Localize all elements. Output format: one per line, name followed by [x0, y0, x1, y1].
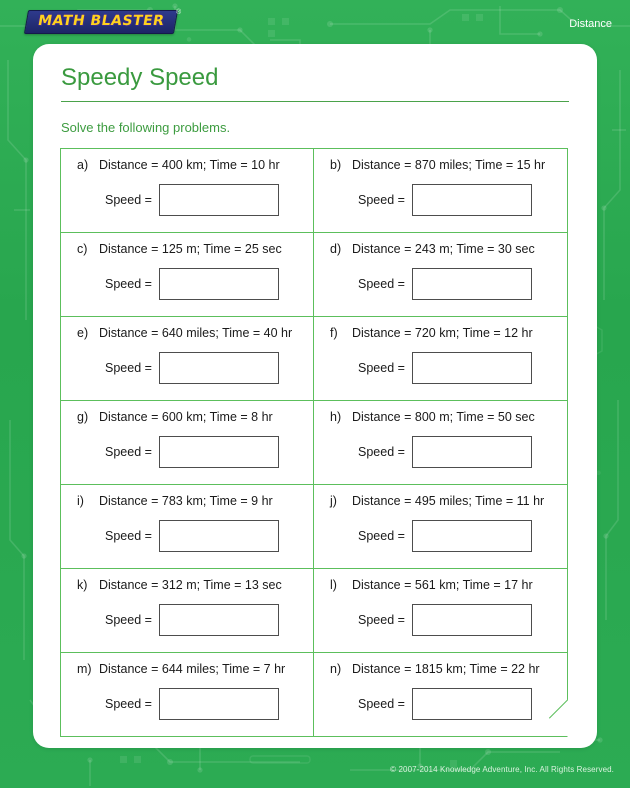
answer-input-e[interactable] — [159, 352, 279, 384]
speed-label: Speed = — [358, 193, 405, 207]
problem-cell-n — [314, 653, 567, 736]
problem-letter: b) — [330, 158, 342, 172]
answer-line — [314, 352, 567, 384]
problem-cell-e — [61, 317, 314, 400]
title-divider — [61, 101, 569, 102]
worksheet-card — [33, 44, 597, 748]
problem-statement — [61, 242, 313, 256]
speed-label: Speed = — [105, 193, 152, 207]
answer-input-m[interactable] — [159, 688, 279, 720]
speed-label: Speed = — [105, 445, 152, 459]
speed-label: Speed = — [358, 613, 405, 627]
problem-row — [61, 401, 567, 485]
answer-input-d[interactable] — [412, 268, 532, 300]
problem-letter: g) — [77, 410, 89, 424]
problem-row — [61, 149, 567, 233]
answer-line — [314, 688, 567, 720]
answer-line — [61, 520, 313, 552]
problem-text: Distance = 1815 km; Time = 22 hr — [352, 662, 540, 676]
page-title: Speedy Speed — [61, 64, 219, 91]
answer-input-a[interactable] — [159, 184, 279, 216]
answer-line — [314, 520, 567, 552]
problem-letter: i) — [77, 494, 84, 508]
speed-label: Speed = — [105, 613, 152, 627]
answer-input-k[interactable] — [159, 604, 279, 636]
problem-letter: h) — [330, 410, 342, 424]
speed-label: Speed = — [105, 277, 152, 291]
problem-row — [61, 485, 567, 569]
problem-letter: e) — [77, 326, 89, 340]
answer-line — [314, 604, 567, 636]
problem-statement — [61, 494, 313, 508]
speed-label: Speed = — [358, 361, 405, 375]
problem-letter: d) — [330, 242, 342, 256]
copyright-footer: © 2007-2014 Knowledge Adventure, Inc. All Rights Reserved. — [390, 765, 614, 774]
speed-label: Speed = — [105, 529, 152, 543]
problem-text: Distance = 400 km; Time = 10 hr — [99, 158, 280, 172]
problem-row — [61, 317, 567, 401]
problem-letter: k) — [77, 578, 88, 592]
speed-label: Speed = — [358, 445, 405, 459]
problem-cell-i — [61, 485, 314, 568]
topic-label: Distance — [569, 18, 612, 30]
problem-text: Distance = 640 miles; Time = 40 hr — [99, 326, 293, 340]
problem-text: Distance = 720 km; Time = 12 hr — [352, 326, 533, 340]
instructions-text: Solve the following problems. — [61, 120, 231, 135]
problem-cell-k — [61, 569, 314, 652]
problem-cell-f — [314, 317, 567, 400]
problem-statement — [314, 410, 567, 424]
answer-input-j[interactable] — [412, 520, 532, 552]
problem-statement — [61, 578, 313, 592]
problem-letter: n) — [330, 662, 342, 676]
answer-line — [314, 436, 567, 468]
answer-line — [61, 184, 313, 216]
problem-text: Distance = 800 m; Time = 50 sec — [352, 410, 535, 424]
problem-text: Distance = 870 miles; Time = 15 hr — [352, 158, 546, 172]
problem-row — [61, 653, 567, 737]
problem-letter: j) — [330, 494, 337, 508]
problem-letter: c) — [77, 242, 88, 256]
problem-statement — [314, 494, 567, 508]
problem-cell-j — [314, 485, 567, 568]
answer-input-h[interactable] — [412, 436, 532, 468]
problem-grid — [60, 148, 568, 737]
speed-label: Speed = — [105, 697, 152, 711]
problem-cell-h — [314, 401, 567, 484]
problem-text: Distance = 243 m; Time = 30 sec — [352, 242, 535, 256]
answer-input-g[interactable] — [159, 436, 279, 468]
answer-input-c[interactable] — [159, 268, 279, 300]
answer-line — [61, 352, 313, 384]
answer-input-l[interactable] — [412, 604, 532, 636]
problem-letter: a) — [77, 158, 89, 172]
speed-label: Speed = — [358, 529, 405, 543]
problem-cell-b — [314, 149, 567, 232]
problem-text: Distance = 644 miles; Time = 7 hr — [99, 662, 286, 676]
problem-letter: m) — [77, 662, 92, 676]
problem-statement — [314, 242, 567, 256]
math-blaster-logo — [24, 10, 178, 34]
answer-input-n[interactable] — [412, 688, 532, 720]
problem-statement — [61, 662, 313, 676]
problem-statement — [314, 578, 567, 592]
problem-statement — [314, 326, 567, 340]
problem-text: Distance = 495 miles; Time = 11 hr — [352, 494, 545, 508]
problem-cell-l — [314, 569, 567, 652]
speed-label: Speed = — [105, 361, 152, 375]
speed-label: Speed = — [358, 697, 405, 711]
problem-cell-g — [61, 401, 314, 484]
problem-statement — [61, 410, 313, 424]
answer-input-i[interactable] — [159, 520, 279, 552]
problem-statement — [314, 158, 567, 172]
answer-line — [61, 268, 313, 300]
answer-line — [61, 688, 313, 720]
problem-letter: f) — [330, 326, 338, 340]
problem-cell-m — [61, 653, 314, 736]
logo-text: MATH BLASTER — [36, 13, 166, 29]
speed-label: Speed = — [358, 277, 405, 291]
problem-text: Distance = 312 m; Time = 13 sec — [99, 578, 282, 592]
problem-cell-c — [61, 233, 314, 316]
answer-line — [314, 184, 567, 216]
problem-text: Distance = 783 km; Time = 9 hr — [99, 494, 273, 508]
problem-text: Distance = 561 km; Time = 17 hr — [352, 578, 533, 592]
answer-input-b[interactable] — [412, 184, 532, 216]
problem-statement — [314, 662, 567, 676]
answer-line — [314, 268, 567, 300]
problem-text: Distance = 600 km; Time = 8 hr — [99, 410, 273, 424]
problem-cell-a — [61, 149, 314, 232]
problem-statement — [61, 326, 313, 340]
problem-row — [61, 233, 567, 317]
answer-line — [61, 436, 313, 468]
problem-letter: l) — [330, 578, 337, 592]
problem-statement — [61, 158, 313, 172]
registered-trademark-symbol: ® — [176, 9, 182, 16]
page-header — [0, 0, 630, 48]
problem-text: Distance = 125 m; Time = 25 sec — [99, 242, 282, 256]
answer-input-f[interactable] — [412, 352, 532, 384]
answer-line — [61, 604, 313, 636]
problem-cell-d — [314, 233, 567, 316]
problem-row — [61, 569, 567, 653]
